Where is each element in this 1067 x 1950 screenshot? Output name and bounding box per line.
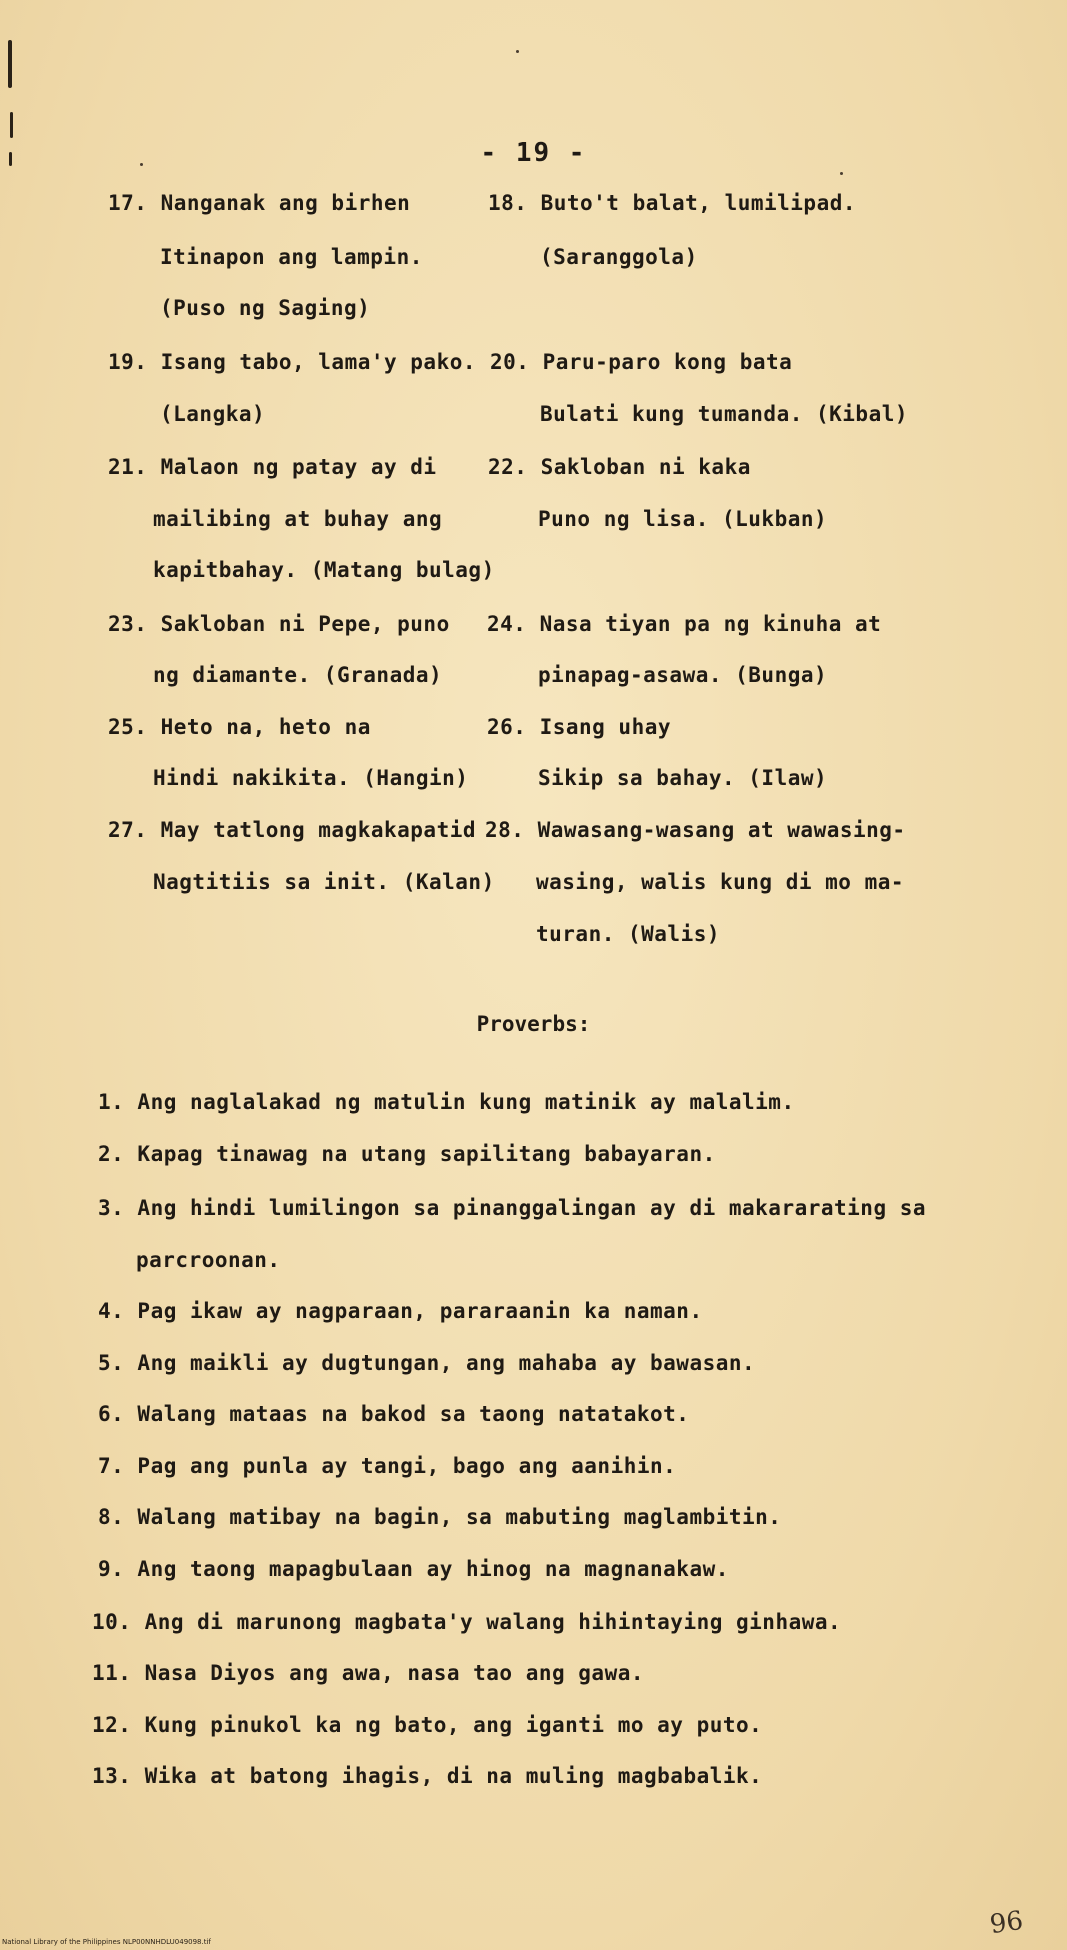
riddle-line: ng diamante. (Granada) <box>153 663 443 687</box>
riddle-line: kapitbahay. (Matang bulag) <box>153 558 495 582</box>
proverbs-heading: Proverbs: <box>476 1012 591 1036</box>
riddle-line: 22. Sakloban ni kaka <box>488 455 751 479</box>
proverb-line: 2. Kapag tinawag na utang sapilitang babayaran. <box>98 1142 716 1166</box>
riddle-line: 24. Nasa tiyan pa ng kinuha at <box>487 612 882 636</box>
paper-speck <box>840 172 843 175</box>
riddle-line: (Puso ng Saging) <box>160 296 371 320</box>
proverb-line: 1. Ang naglalakad ng matulin kung matinik ay malalim. <box>98 1090 795 1114</box>
riddle-line: Bulati kung tumanda. (Kibal) <box>540 402 909 426</box>
riddle-line: Hindi nakikita. (Hangin) <box>153 766 469 790</box>
margin-ink-mark <box>10 112 13 138</box>
riddle-line: Nagtitiis sa init. (Kalan) <box>153 870 495 894</box>
riddle-line: 28. Wawasang-wasang at wawasing- <box>485 818 906 842</box>
riddle-line: (Saranggola) <box>540 245 698 269</box>
proverb-line: 12. Kung pinukol ka ng bato, ang iganti mo ay puto. <box>92 1713 763 1737</box>
riddle-line: 26. Isang uhay <box>487 715 672 739</box>
riddle-line: (Langka) <box>160 402 266 426</box>
riddle-line: 21. Malaon ng patay ay di <box>108 455 437 479</box>
page-number: - 19 - <box>480 138 587 168</box>
scan-footer: National Library of the Philippines NLP00NNHDLU049098.tif <box>2 1938 211 1946</box>
proverb-line: 13. Wika at batong ihagis, di na muling magbabalik. <box>92 1764 763 1788</box>
riddle-line: turan. (Walis) <box>536 922 721 946</box>
margin-ink-mark <box>8 40 12 88</box>
proverb-line: 4. Pag ikaw ay nagparaan, pararaanin ka naman. <box>98 1299 703 1323</box>
riddle-line: Itinapon ang lampin. <box>160 245 423 269</box>
proverb-line: parcroonan. <box>136 1248 281 1272</box>
riddle-line: 17. Nanganak ang birhen <box>108 191 411 215</box>
riddle-line: 18. Buto't balat, lumilipad. <box>488 191 857 215</box>
riddle-line: 27. May tatlong magkakapatid <box>108 818 477 842</box>
handwritten-page-mark: 96 <box>988 1905 1026 1941</box>
riddle-line: mailibing at buhay ang <box>153 507 443 531</box>
proverb-line: 7. Pag ang punla ay tangi, bago ang aanihin. <box>98 1454 677 1478</box>
paper-speck <box>516 50 519 53</box>
riddle-line: pinapag-asawa. (Bunga) <box>538 663 828 687</box>
proverb-line: 10. Ang di marunong magbata'y walang hihintaying ginhawa. <box>92 1610 842 1634</box>
proverb-line: 9. Ang taong mapagbulaan ay hinog na magnanakaw. <box>98 1557 729 1581</box>
riddle-line: 25. Heto na, heto na <box>108 715 371 739</box>
riddle-line: wasing, walis kung di mo ma- <box>536 870 905 894</box>
riddle-line: 19. Isang tabo, lama'y pako. <box>108 350 477 374</box>
riddle-line: 20. Paru-paro kong bata <box>490 350 793 374</box>
proverb-line: 11. Nasa Diyos ang awa, nasa tao ang gawa. <box>92 1661 645 1685</box>
riddle-line: 23. Sakloban ni Pepe, puno <box>108 612 450 636</box>
proverb-line: 5. Ang maikli ay dugtungan, ang mahaba ay bawasan. <box>98 1351 756 1375</box>
proverb-line: 6. Walang mataas na bakod sa taong natatakot. <box>98 1402 690 1426</box>
riddle-line: Sikip sa bahay. (Ilaw) <box>538 766 828 790</box>
proverb-line: 3. Ang hindi lumilingon sa pinanggalingan ay di makararating sa <box>98 1196 927 1220</box>
riddle-line: Puno ng lisa. (Lukban) <box>538 507 828 531</box>
proverb-line: 8. Walang matibay na bagin, sa mabuting maglambitin. <box>98 1505 782 1529</box>
